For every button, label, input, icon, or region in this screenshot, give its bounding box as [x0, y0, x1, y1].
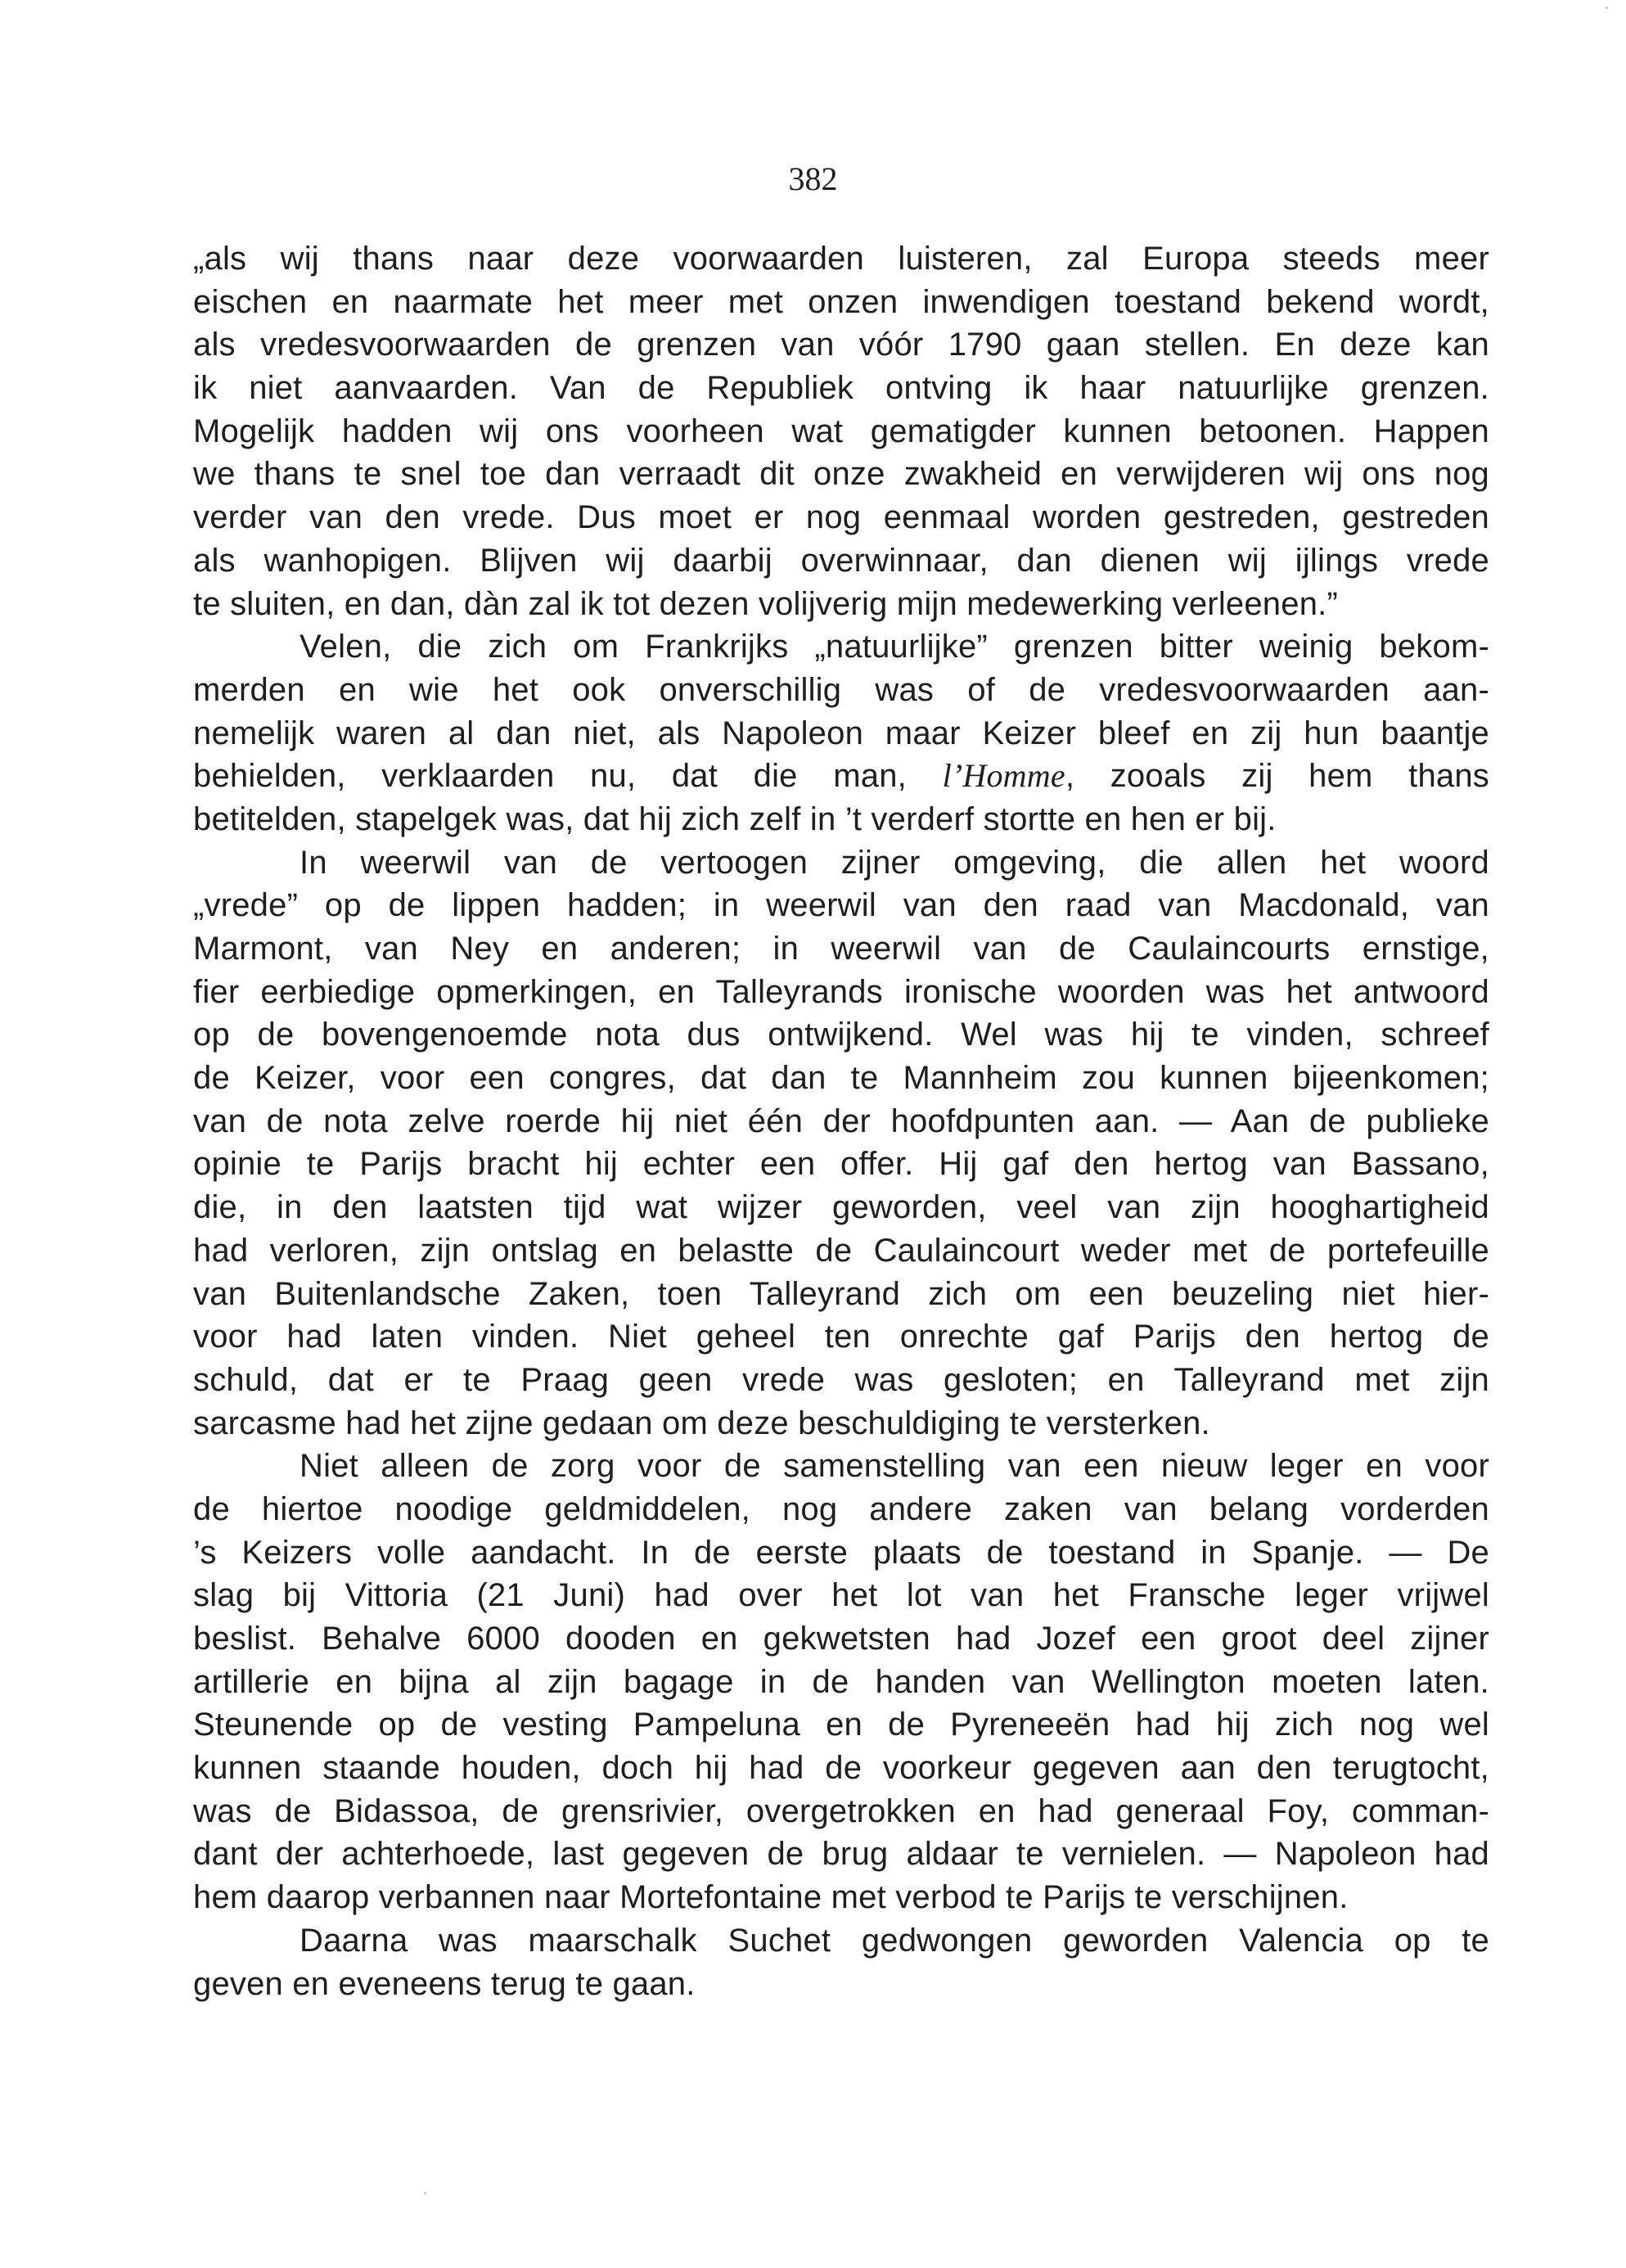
- body-text: [193, 237, 1489, 2005]
- text-line: Velen, die zich om Frankrijks „natuurlijke” grenzen bitter weinig bekom-: [300, 629, 1489, 665]
- paragraph-velen: [193, 625, 1489, 841]
- text-line: als wanhopigen. Blijven wij daarbij overwinnaar, dan dienen wij ijlings vrede: [193, 542, 1489, 579]
- text-line: sarcasme had het zijne gedaan om deze beschuldiging te versterken.: [193, 1405, 1210, 1441]
- text-line: de Keizer, voor een congres, dat dan te Mannheim zou kunnen bijeenkomen;: [193, 1060, 1489, 1097]
- text-line: dant der achterhoede, last gegeven de brug aldaar te vernielen. — Napoleon had: [193, 1836, 1489, 1873]
- text-line: op de bovengenoemde nota dus ontwijkend. Wel was hij te vinden, schreef: [193, 1017, 1489, 1053]
- text-line: slag bij Vittoria (21 Juni) had over het lot van het Fransche leger vrijwel: [193, 1577, 1489, 1614]
- text-line: artillerie en bijna al zijn bagage in de handen van Wellington moeten laten.: [193, 1663, 1489, 1700]
- text-line: Steunende op de vesting Pampeluna en de Pyreneeën had hij zich nog wel: [193, 1707, 1489, 1743]
- text-line: die, in den laatsten tijd wat wijzer geworden, veel van zijn hooghartigheid: [193, 1189, 1489, 1226]
- text-line: Marmont, van Ney en anderen; in weerwil van de Caulaincourts ernstige,: [193, 931, 1489, 967]
- paragraph-daarna: [193, 1919, 1489, 2005]
- text-line: de hiertoe noodige geldmiddelen, nog andere zaken van belang vorderden: [193, 1490, 1489, 1527]
- text-line: schuld, dat er te Praag geen vrede was gesloten; en Talleyrand met zijn: [193, 1361, 1489, 1398]
- text-line: als vredesvoorwaarden de grenzen van vóór 1790 gaan stellen. En deze kan: [193, 327, 1489, 363]
- text-line: we thans te snel toe dan verraadt dit onze zwakheid en verwijderen wij ons nog: [193, 456, 1489, 493]
- page-number: 382: [788, 160, 838, 197]
- paper-speck: [424, 2192, 426, 2194]
- text-line: voor had laten vinden. Niet geheel ten onrechte gaf Parijs den hertog de: [193, 1319, 1489, 1355]
- text-line: kunnen staande houden, doch hij had de voorkeur gegeven aan den terugtocht,: [193, 1750, 1489, 1787]
- paragraph-quote-continuation: [193, 237, 1489, 625]
- text-line: eischen en naarmate het meer met onzen inwendigen toestand bekend wordt,: [193, 283, 1489, 320]
- text-line: In weerwil van de vertoogen zijner omgeving, die allen het woord: [300, 844, 1489, 881]
- text-line: Mogelijk hadden wij ons voorheen wat gematigder kunnen betoonen. Happen: [193, 413, 1489, 449]
- paragraph-niet-alleen: [193, 1445, 1489, 1919]
- text-line: „als wij thans naar deze voorwaarden luisteren, zal Europa steeds meer: [193, 241, 1489, 277]
- text-line: nemelijk waren al dan niet, als Napoleon maar Keizer bleef en zij hun baantje: [193, 715, 1489, 751]
- text-line: ik niet aanvaarden. Van de Republiek ontving ik haar natuurlijke grenzen.: [193, 370, 1489, 407]
- text-line: merden en wie het ook onverschillig was of de vredesvoorwaarden aan-: [193, 671, 1489, 708]
- text-line: was de Bidassoa, de grensrivier, overgetrokken en had generaal Foy, comman-: [193, 1792, 1489, 1829]
- text-line: hem daarop verbannen naar Mortefontaine met verbod te Parijs te verschijnen.: [193, 1879, 1349, 1916]
- text-line: te sluiten, en dan, dàn zal ik tot dezen volijverig mijn medewerking verleenen.”: [193, 585, 1338, 622]
- text-line: van Buitenlandsche Zaken, toen Talleyrand zich om een beuzeling niet hier-: [193, 1275, 1489, 1312]
- text-line: beslist. Behalve 6000 dooden en gekwetsten had Jozef een groot deel zijner: [193, 1621, 1489, 1657]
- text-line: Daarna was maarschalk Suchet gedwongen geworden Valencia op te: [300, 1922, 1489, 1959]
- text-line: behielden, verklaarden nu, dat die man, l’Homme, zooals zij hem thans: [193, 757, 1490, 795]
- text-line: betitelden, stapelgek was, dat hij zich zelf in ’t verderf stortte en hen er bij.: [193, 800, 1277, 837]
- text-line: opinie te Parijs bracht hij echter een offer. Hij gaf den hertog van Bassano,: [193, 1146, 1489, 1183]
- text-line: van de nota zelve roerde hij niet één der hoofdpunten aan. — Aan de publieke: [193, 1102, 1489, 1139]
- text-line: fier eerbiedige opmerkingen, en Talleyrands ironische woorden was het antwoord: [193, 973, 1489, 1010]
- paragraph-in-weerwil: [193, 841, 1489, 1445]
- text-line: ’s Keizers volle aandacht. In de eerste plaats de toestand in Spanje. — De: [193, 1534, 1489, 1571]
- text-line: geven en eveneens terug te gaan.: [193, 1965, 696, 2002]
- text-line: „vrede” op de lippen hadden; in weerwil van den raad van Macdonald, van: [193, 887, 1489, 924]
- text-line: verder van den vrede. Dus moet er nog eenmaal worden gestreden, gestreden: [193, 499, 1489, 536]
- text-line: had verloren, zijn ontslag en belastte de Caulaincourt weder met de portefeuille: [193, 1232, 1489, 1269]
- paper-speck: [1606, 7, 1608, 9]
- text-line: Niet alleen de zorg voor de samenstelling van een nieuw leger en voor: [300, 1448, 1489, 1485]
- italic-word: l’Homme: [942, 757, 1065, 795]
